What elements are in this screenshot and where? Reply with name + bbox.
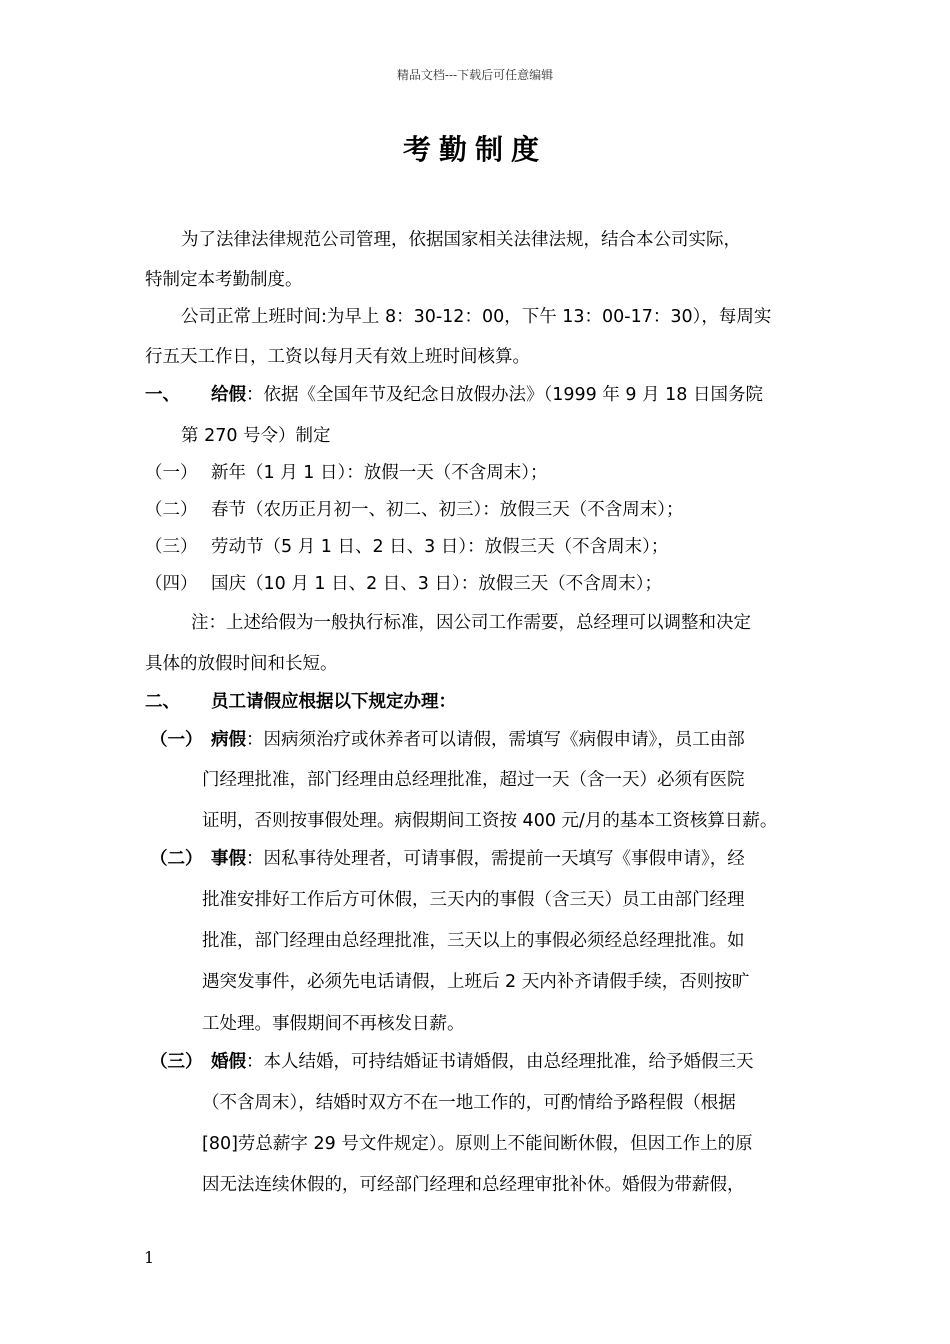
- holiday-item-3-number: （三）: [145, 537, 198, 557]
- personal-leave-line-5: 工处理。事假期间不再核发日薪。: [202, 1014, 465, 1034]
- section-1-heading-line: [211, 383, 763, 407]
- section-2-number: 二、: [145, 692, 180, 712]
- intro-line-1: 为了法律法律规范公司管理，依据国家相关法律法规，结合本公司实际，: [181, 230, 741, 250]
- personal-leave-line-1: [211, 847, 745, 871]
- personal-leave-line-4: 遇突发事件，必须先电话请假，上班后 2 天内补齐请假手续，否则按旷: [202, 972, 750, 992]
- holiday-item-4-number: （四）: [145, 574, 198, 594]
- holiday-item-2-number: （二）: [145, 500, 198, 520]
- sick-leave-text-1: ：因病须治疗或休养者可以请假，需填写《病假申请》，员工由部: [246, 730, 745, 750]
- sick-leave-line-1: [211, 728, 745, 752]
- page-number: 1: [144, 1248, 155, 1267]
- note-line-2: 具体的放假时间和长短。: [145, 654, 338, 674]
- marriage-leave-line-2: （不含周末），结婚时双方不在一地工作的，可酌情给予路程假（根据: [202, 1093, 736, 1113]
- holiday-item-1-text: 新年（1 月 1 日）：放假一天（不含周末）；: [211, 463, 548, 483]
- intro-line-3: 公司正常上班时间:为早上 8：30-12：00，下午 13：00-17：30），每周实: [181, 307, 772, 327]
- holiday-item-2-text: 春节（农历正月初一、初二、初三）：放假三天（不含周末）；: [211, 500, 684, 520]
- marriage-leave-number: （三）: [150, 1052, 203, 1072]
- personal-leave-text-1: ：因私事待处理者，可请事假，需提前一天填写《事假申请》，经: [246, 849, 745, 869]
- holiday-item-3-text: 劳动节（5 月 1 日、2 日、3 日）：放假三天（不含周末）；: [211, 537, 669, 557]
- section-1-number: 一、: [145, 385, 180, 405]
- section-1-heading: 给假: [211, 385, 246, 405]
- sick-leave-label: 病假: [211, 730, 246, 750]
- personal-leave-label: 事假: [211, 849, 246, 869]
- marriage-leave-line-4: 因无法连续休假的，可经部门经理和总经理审批补休。婚假为带薪假，: [202, 1175, 745, 1195]
- note-line-1: 注：上述给假为一般执行标准，因公司工作需要，总经理可以调整和决定: [191, 613, 751, 633]
- personal-leave-line-2: 批准安排好工作后方可休假，三天内的事假（含三天）员工由部门经理: [202, 890, 745, 910]
- marriage-leave-label: 婚假: [211, 1052, 246, 1072]
- holiday-item-4-text: 国庆（10 月 1 日、2 日、3 日）：放假三天（不含周末）；: [211, 574, 662, 594]
- sick-leave-line-2: 门经理批准，部门经理由总经理批准，超过一天（含一天）必须有医院: [202, 770, 745, 790]
- page-header: 精品文档---下载后可任意编辑: [396, 68, 554, 82]
- sick-leave-line-3: 证明，否则按事假处理。病假期间工资按 400 元/月的基本工资核算日薪。: [202, 811, 778, 831]
- sick-leave-number: （一）: [150, 730, 203, 750]
- marriage-leave-line-3: [80]劳总薪字 29 号文件规定）。原则上不能间断休假，但因工作上的原: [202, 1134, 753, 1154]
- marriage-leave-text-1: ：本人结婚，可持结婚证书请婚假，由总经理批准，给予婚假三天: [246, 1052, 754, 1072]
- personal-leave-number: （二）: [150, 849, 203, 869]
- section-1-line-2: 第 270 号令）制定: [181, 426, 331, 446]
- document-title: 考勤制度: [402, 133, 547, 166]
- holiday-item-1-number: （一）: [145, 463, 198, 483]
- intro-line-4: 行五天工作日，工资以每月天有效上班时间核算。: [145, 347, 530, 367]
- intro-line-2: 特制定本考勤制度。: [145, 270, 303, 290]
- section-2-heading: 员工请假应根据以下规定办理：: [211, 692, 456, 712]
- section-1-text: ：依据《全国年节及纪念日放假办法》（1999 年 9 月 18 日国务院: [246, 385, 764, 405]
- marriage-leave-line-1: [211, 1050, 754, 1074]
- personal-leave-line-3: 批准，部门经理由总经理批准，三天以上的事假必须经总经理批准。如: [202, 931, 745, 951]
